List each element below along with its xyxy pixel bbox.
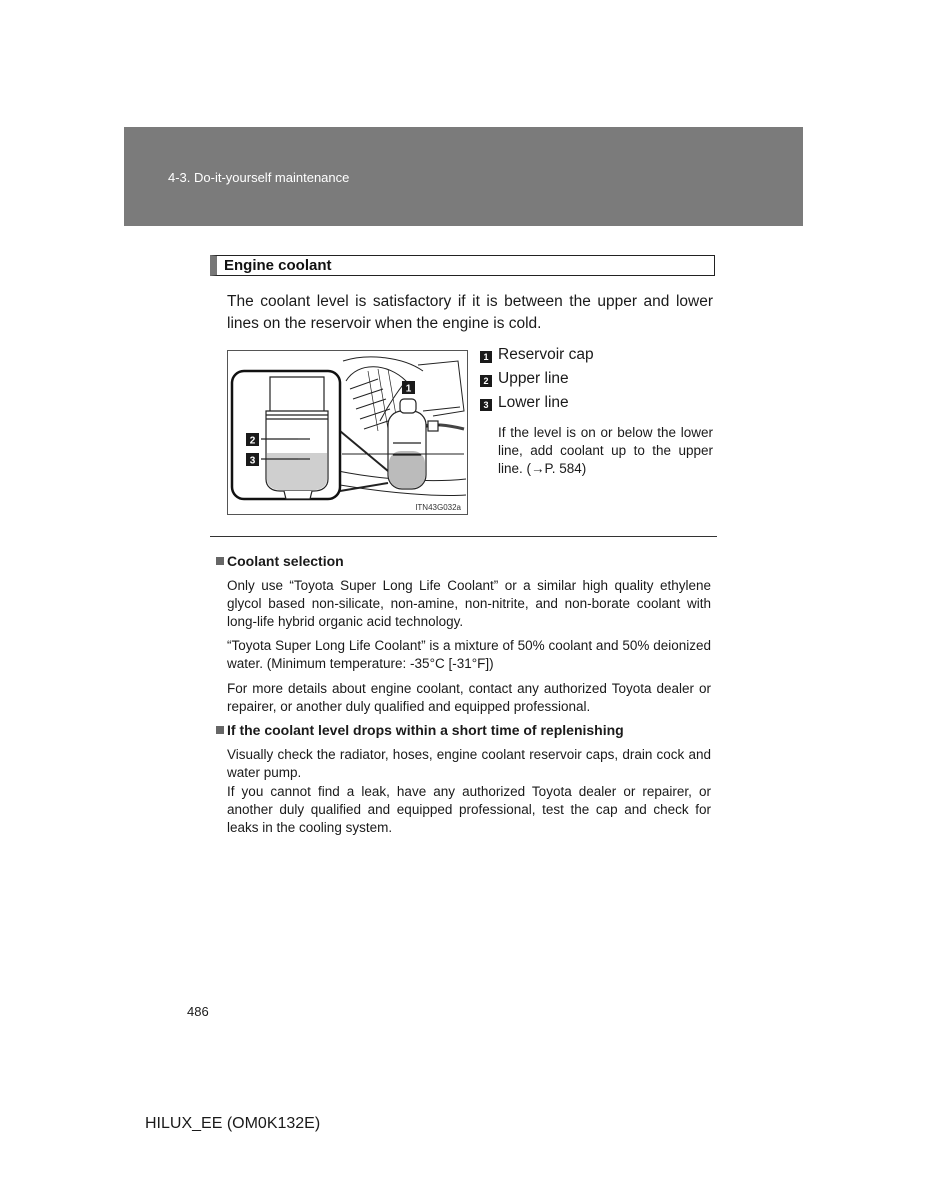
intro-paragraph: The coolant level is satisfactory if it is between the upper and lower lines on the reservoir when the engine is cold.: [227, 293, 713, 332]
legend-label: Reservoir cap: [498, 346, 594, 363]
section-heading-box: [210, 255, 715, 276]
paragraph: “Toyota Super Long Life Coolant” is a mixture of 50% coolant and 50% deionized water. (Minimum temperature: -35°C [-31°F]): [227, 638, 711, 671]
paragraph: Only use “Toyota Super Long Life Coolant” or a similar high quality ethylene glycol based non-silicate, non-amine, non-nitrite, and non-borate coolant with long-life hybrid organic acid technology.: [227, 578, 711, 629]
paragraph: If you cannot find a leak, have any authorized Toyota dealer or repairer, or another duly qualified and equipped professional, test the cap and check for leaks in the cooling system.: [227, 784, 711, 835]
callout-3: [246, 453, 259, 467]
manual-code: HILUX_EE (OM0K132E): [145, 1115, 321, 1132]
coolant-reservoir-figure: [227, 350, 468, 515]
chapter-header-band: [124, 127, 803, 226]
legend-label: Upper line: [498, 370, 569, 387]
callout-2: [246, 433, 259, 447]
svg-text:2: 2: [249, 435, 256, 447]
subheading-text: Coolant selection: [227, 553, 344, 569]
callout-1: [402, 381, 415, 395]
subheading-coolant-level-drops: [216, 722, 624, 738]
subheading-coolant-selection: [216, 553, 344, 569]
svg-text:3: 3: [249, 455, 256, 467]
section-divider: [210, 536, 717, 537]
legend-number: 1: [480, 351, 492, 363]
figure-code: ITN43G032a: [415, 503, 461, 512]
svg-text:1: 1: [405, 383, 412, 395]
section-path: 4-3. Do-it-yourself maintenance: [168, 170, 350, 185]
bullet-square-icon: [216, 726, 224, 734]
paragraph: Visually check the radiator, hoses, engine coolant reservoir caps, drain cock and water pump.: [227, 747, 711, 780]
bullet-square-icon: [216, 557, 224, 565]
legend-number: 2: [480, 375, 492, 387]
paragraph: For more details about engine coolant, contact any authorized Toyota dealer or repairer, or another duly qualified and equipped professional.: [227, 681, 711, 714]
reservoir-illustration: [228, 351, 469, 516]
refill-note: If the level is on or below the lower line, add coolant up to the upper line. (→P. 584): [498, 425, 713, 476]
section-title: Engine coolant: [224, 257, 332, 274]
legend-number: 3: [480, 399, 492, 411]
legend-label: Lower line: [498, 394, 569, 411]
subheading-text: If the coolant level drops within a short time of replenishing: [227, 722, 624, 738]
page-number: 486: [187, 1004, 209, 1019]
